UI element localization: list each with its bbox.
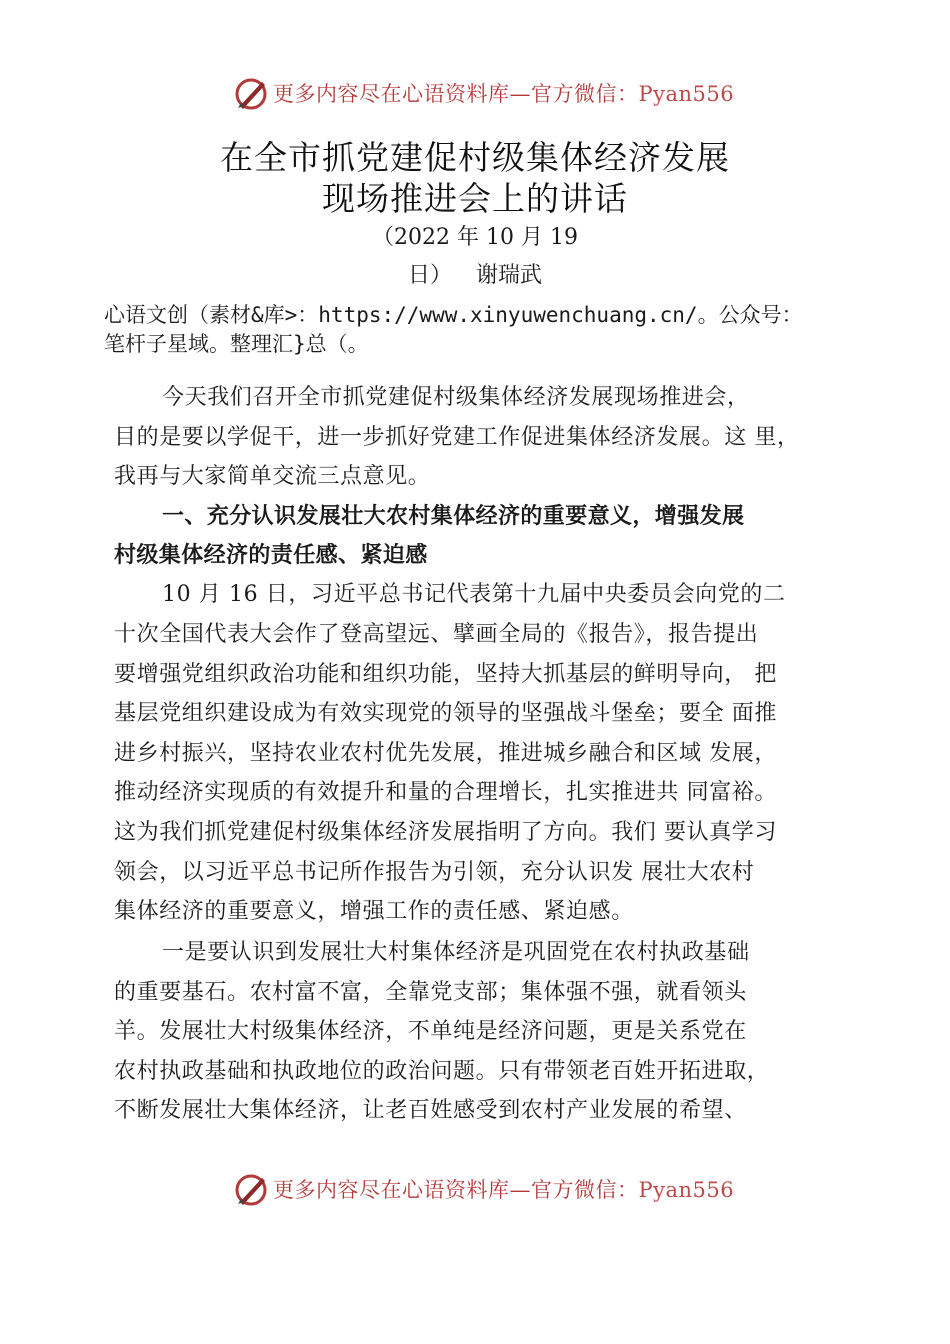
pen-logo-icon xyxy=(232,1172,270,1208)
body-line: 十次全国代表大会作了登高望远、擘画全局的《报告》，报告提出 xyxy=(114,622,759,647)
body-line: 这为我们抓党建促村级集体经济发展指明了方向。我们 要认真学习 xyxy=(114,820,777,845)
body-line: 今天我们召开全市抓党建促村级集体经济发展现场推进会， xyxy=(162,385,750,410)
body-line: 我再与大家简单交流三点意见。 xyxy=(114,464,431,489)
author-name: 谢瑞武 xyxy=(476,263,543,288)
body-line: 一是要认识到发展壮大村集体经济是巩固党在农村执政基础 xyxy=(162,940,750,965)
source-note xyxy=(104,301,864,359)
body-line: 10 月 16 日，习近平总书记代表第十九届中央委员会向党的二 xyxy=(162,582,786,607)
header-banner xyxy=(0,74,950,114)
footer-banner xyxy=(0,1170,950,1210)
date-line2 xyxy=(0,258,950,289)
banner-main-text: 更多内容尽在心语资料库 xyxy=(273,82,510,106)
body-line: 目的是要以学促干，进一步抓好党建工作促进集体经济发展。这 里， xyxy=(114,425,800,450)
banner-text xyxy=(273,78,734,108)
pen-logo-icon xyxy=(232,76,270,112)
body-line: 集体经济的重要意义，增强工作的责任感、紧迫感。 xyxy=(114,899,634,924)
banner-main-text: 更多内容尽在心语资料库 xyxy=(273,1178,510,1202)
body-line: 推动经济实现质的有效提升和量的合理增长，扎实推进共 同富裕。 xyxy=(114,780,777,805)
page-title-line1: 在全市抓党建促村级集体经济发展 xyxy=(220,138,730,177)
section-heading-line: 村级集体经济的责任感、紧迫感 xyxy=(114,543,428,568)
banner-text xyxy=(273,1174,734,1204)
body-line: 领会，以习近平总书记所作报告为引领，充分认识发 展壮大农村 xyxy=(114,860,755,885)
body-line: 基层党组织建设成为有效实现党的领导的坚强战斗堡垒；要全 面推 xyxy=(114,701,777,726)
body-line: 农村执政基础和执政地位的政治问题。只有带领老百姓开拓进取， xyxy=(114,1059,770,1084)
date-line1: （2022 年 10 月 19 xyxy=(372,225,578,250)
body-line: 不断发展壮大集体经济，让老百姓感受到农村产业发展的希望、 xyxy=(114,1098,747,1123)
banner-dash: — xyxy=(509,1178,531,1202)
banner-wechat-label: 官方微信： xyxy=(531,82,639,106)
body-line: 羊。发展壮大村级集体经济，不单纯是经济问题，更是关系党在 xyxy=(114,1019,747,1044)
body-line: 进乡村振兴，坚持农业农村优先发展，推进城乡融合和区域 发展， xyxy=(114,741,777,766)
banner-wechat-label: 官方微信： xyxy=(531,1178,639,1202)
body-line: 的重要基石。农村富不富，全靠党支部；集体强不强，就看领头 xyxy=(114,980,747,1005)
date-suffix: 日） xyxy=(407,263,452,288)
banner-wechat-id: Pyan556 xyxy=(638,82,735,106)
banner-dash: — xyxy=(509,82,531,106)
section-heading-line: 一、充分认识发展壮大农村集体经济的重要意义，增强发展 xyxy=(162,504,745,529)
source-line2: 笔杆子星域。整理汇}总（。 xyxy=(104,332,369,356)
source-line1: 心语文创（素材&库>：https://www.xinyuwenchuang.cn/。公众号： xyxy=(104,303,803,327)
body-line: 要增强党组织政治功能和组织功能，坚持大抓基层的鲜明导向， 把 xyxy=(114,662,777,687)
page-title-line2: 现场推进会上的讲话 xyxy=(322,179,628,218)
banner-wechat-id: Pyan556 xyxy=(638,1178,735,1202)
